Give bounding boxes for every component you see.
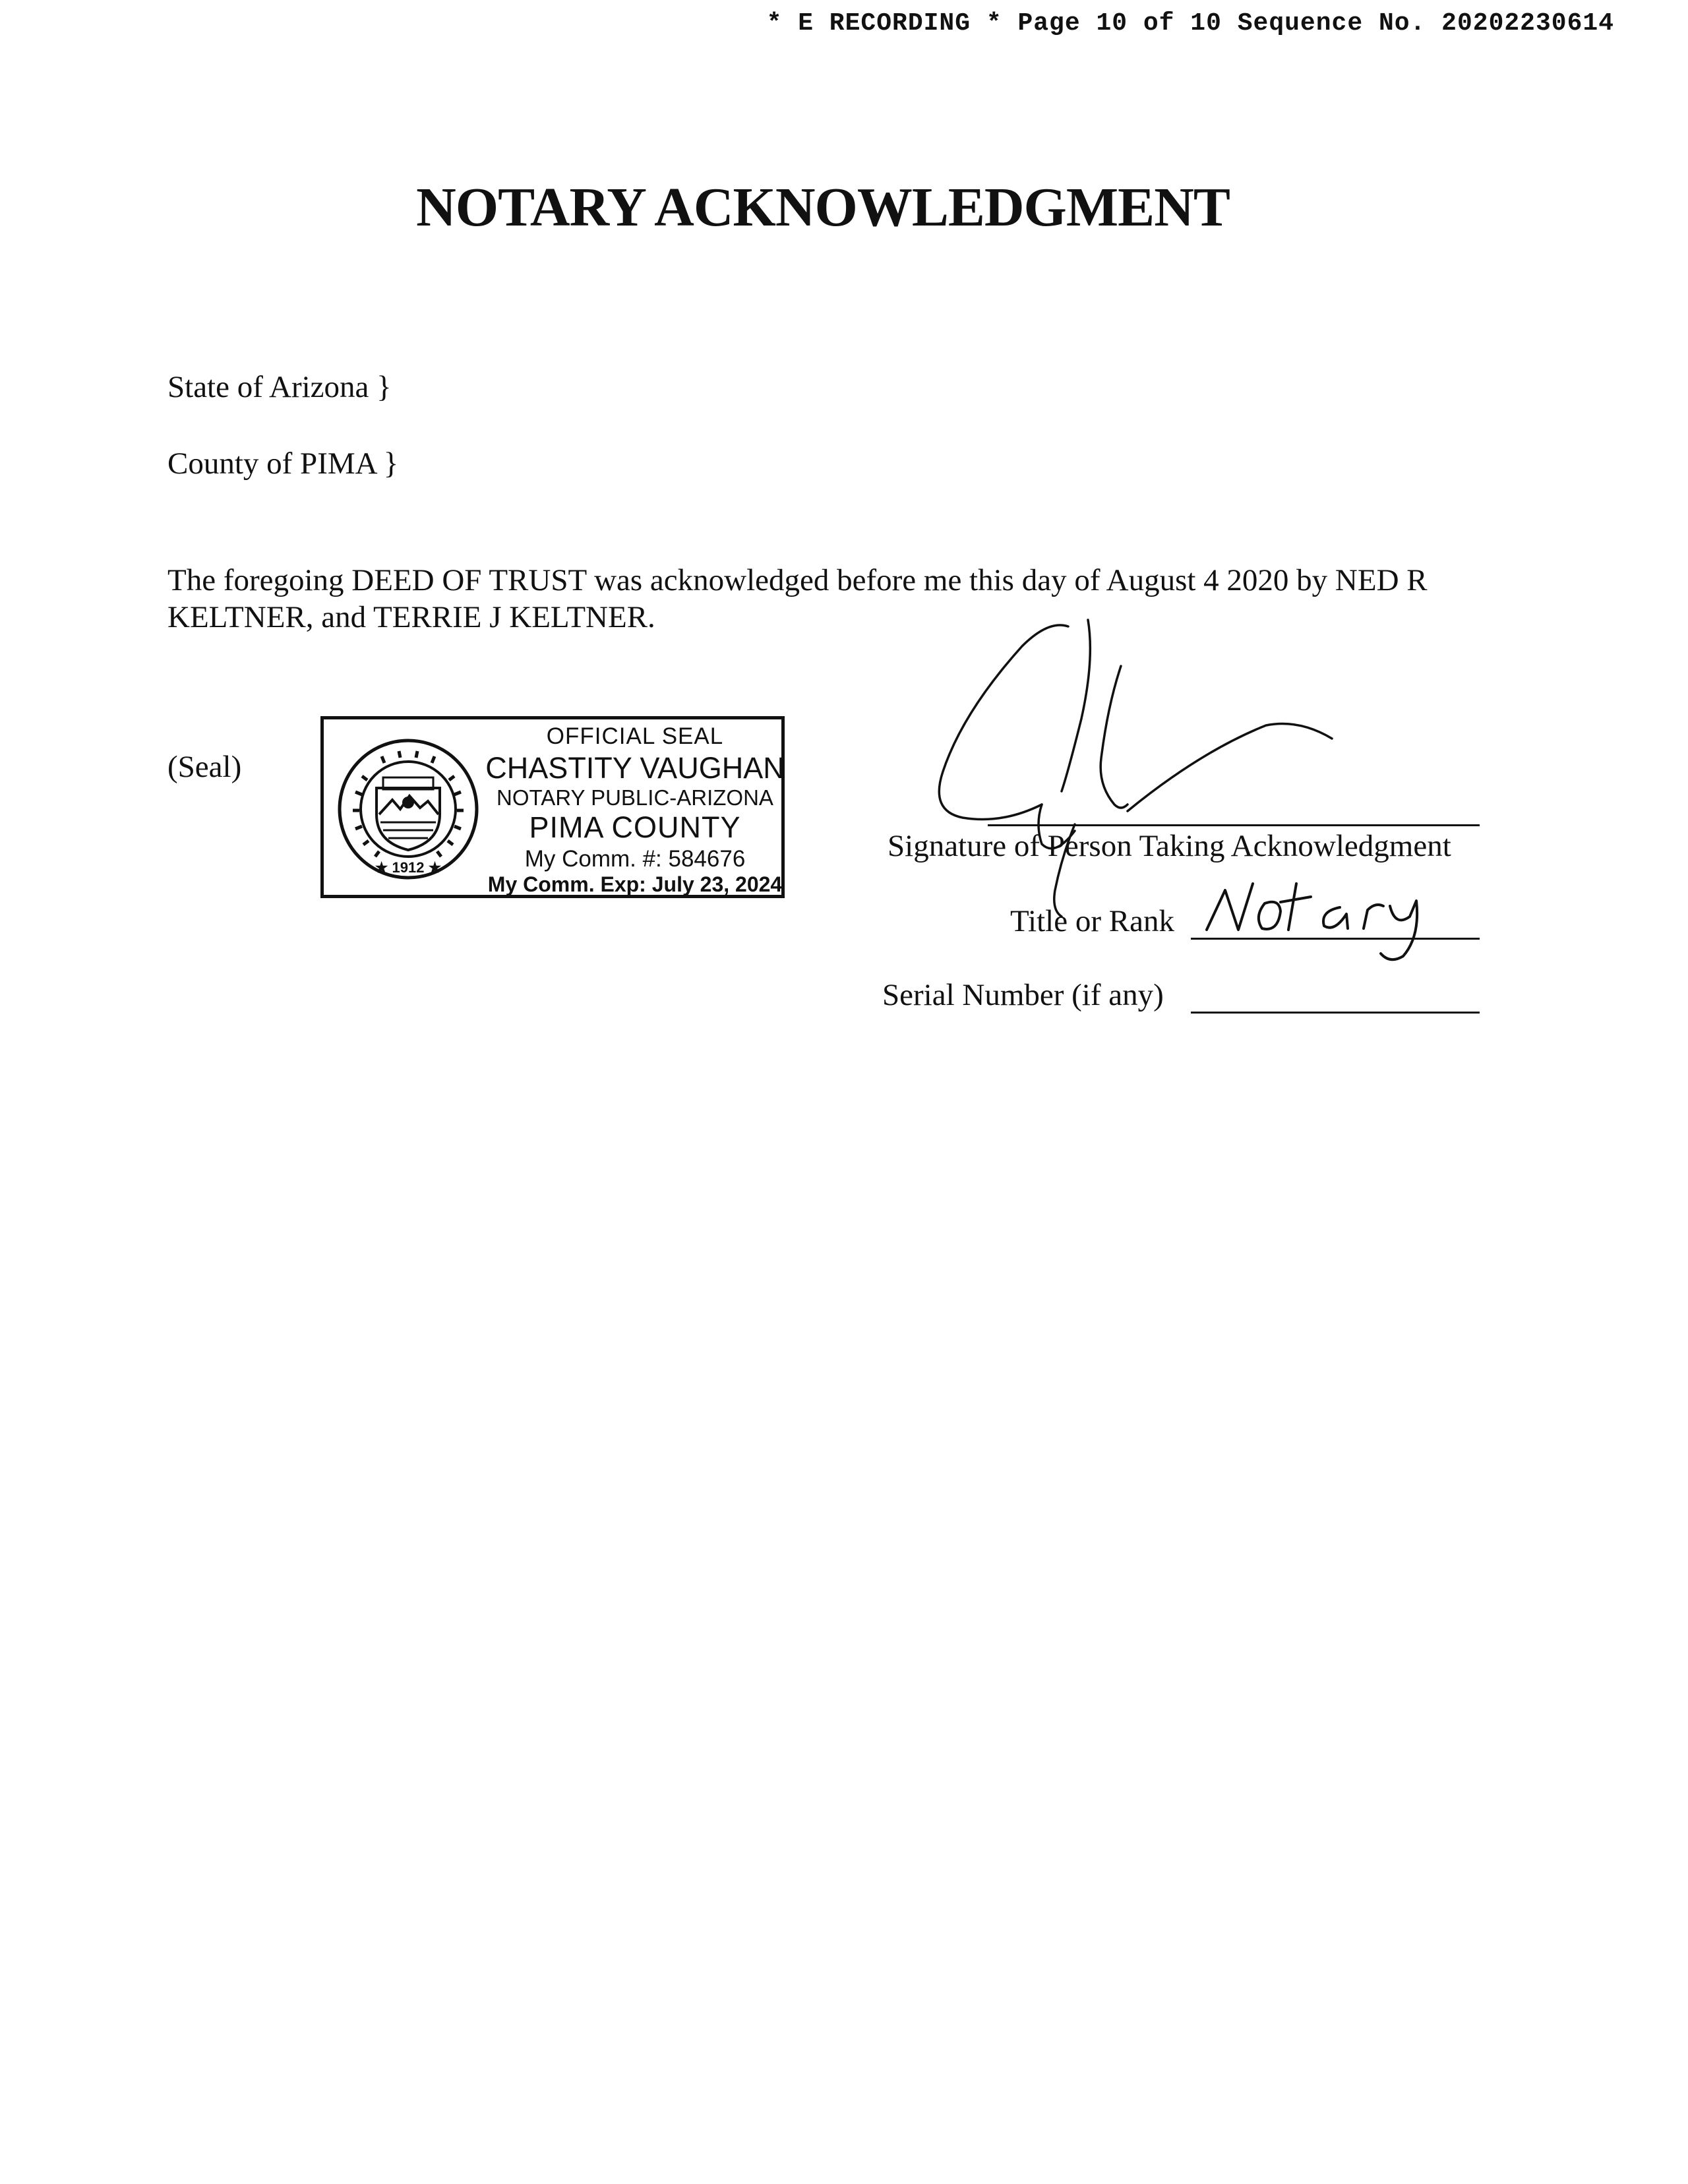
stamp-notary-name: CHASTITY VAUGHAN bbox=[485, 751, 785, 785]
venue-state-line: State of Arizona } bbox=[167, 370, 392, 404]
great-seal-emblem-icon bbox=[336, 737, 481, 882]
stamp-commission-number: My Comm. #: 584676 bbox=[524, 846, 746, 872]
notary-stamp bbox=[320, 716, 785, 898]
document-title: NOTARY ACKNOWLEDGMENT bbox=[416, 177, 1230, 238]
seal-label: (Seal) bbox=[167, 750, 242, 784]
signature-line bbox=[988, 824, 1480, 826]
serial-number-line bbox=[1191, 1012, 1480, 1014]
stamp-notary-title: NOTARY PUBLIC-ARIZONA bbox=[497, 785, 773, 810]
stamp-heading: OFFICIAL SEAL bbox=[546, 723, 724, 749]
signature-label: Signature of Person Taking Acknowledgment bbox=[888, 829, 1451, 863]
title-or-rank-label: Title or Rank bbox=[1010, 904, 1174, 938]
stamp-commission-expiration: My Comm. Exp: July 23, 2024 bbox=[487, 872, 783, 896]
acknowledgment-text: The foregoing DEED OF TRUST was acknowledged before me this day of August 4 2020 by NED R KELTNER, and TERRIE J KELTNER. bbox=[167, 563, 1428, 634]
svg-text:★ 1912 ★: ★ 1912 ★ bbox=[375, 859, 442, 876]
serial-number-label: Serial Number (if any) bbox=[882, 978, 1164, 1012]
title-or-rank-line bbox=[1191, 938, 1480, 940]
stamp-county: PIMA COUNTY bbox=[529, 810, 741, 844]
handwritten-title-notary bbox=[1199, 864, 1436, 969]
recording-header: * E RECORDING * Page 10 of 10 Sequence No. 20202230614 bbox=[766, 9, 1614, 38]
venue-county-line: County of PIMA } bbox=[167, 446, 399, 481]
stamp-text-block bbox=[485, 719, 785, 895]
